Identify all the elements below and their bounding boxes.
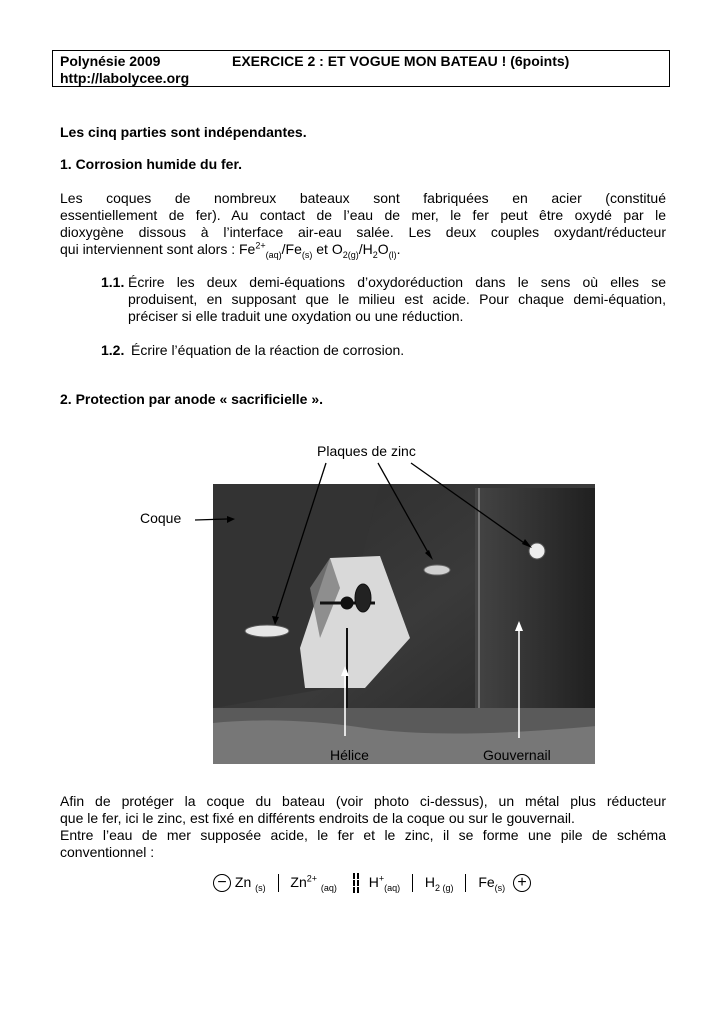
q11-line2: produisent, en supposant que le milieu est acide. Pour chaque demi-équation, [128, 291, 666, 307]
label-hull: Coque [140, 510, 182, 526]
boat-hull-photo [135, 438, 595, 768]
salt-bridge [353, 873, 359, 893]
zinc-plate-2 [424, 565, 450, 575]
label-propeller: Hélice [330, 747, 369, 763]
zinc-plate-3 [529, 543, 545, 559]
section2-p1-line1: Afin de protéger la coque du bateau (voir photo ci-dessus), un métal plus réducteur [60, 793, 666, 809]
label-plates: Plaques de zinc [317, 443, 416, 459]
section2-p2-line2: conventionnel : [60, 844, 155, 860]
single-junction [412, 874, 413, 892]
cell-h: $H^+_{(aq)}$ [368, 873, 401, 893]
q12-number: 1.2. [101, 342, 125, 358]
cell-diagram [213, 873, 531, 899]
single-junction [278, 874, 279, 892]
cell-zn: Zn $_{(s)}$ [234, 873, 266, 893]
intro-text: Les cinq parties sont indépendantes. [60, 124, 307, 140]
section2-title: 2. Protection par anode « sacrificielle ». [60, 391, 323, 407]
q11-line3: préciser si elle traduit une oxydation ou une réduction. [128, 308, 464, 324]
q11-line1: Écrire les deux demi-équations d’oxydoréduction dans le sens où elles se [128, 274, 666, 290]
single-junction [465, 874, 466, 892]
cell-fe: $Fe_{(s)}$ [478, 873, 506, 893]
label-rudder: Gouvernail [483, 747, 551, 763]
section2-p2-line1: Entre l’eau de mer supposée acide, le fer et le zinc, il se forme une pile de schéma [60, 827, 666, 843]
q12-text: Écrire l’équation de la réaction de corrosion. [131, 342, 405, 358]
plus-terminal-icon: + [513, 874, 531, 892]
section1-line2: essentiellement de fer). Au contact de l’eau de mer, le fer peut être oxydé par le [60, 207, 666, 223]
section1-line1: Les coques de nombreux bateaux sont fabriquées en acier (constitué [60, 190, 666, 206]
section1-line4: qui interviennent sont alors : $Fe^{2+}_{(aq)}/Fe_{(s)}$ et $O_{2(g)}/H_2O_{(l)}$. [60, 240, 401, 260]
rudder-shape [475, 488, 595, 718]
header-url: http://labolycee.org [60, 70, 190, 86]
exercise-title: EXERCICE 2 : ET VOGUE MON BATEAU ! (6points) [232, 53, 570, 69]
section1-title: 1. Corrosion humide du fer. [60, 156, 243, 172]
q11-number: 1.1. [101, 274, 125, 290]
section1-line3: dioxygène dissous à l’interface air-eau salée. Les deux couples oxydant/réducteur [60, 224, 666, 240]
cell-h2: $H_{2 (g)}$ [424, 873, 454, 893]
cell-zn2: $Zn^{2+}$ $_{(aq)}$ [290, 873, 337, 893]
section2-p1-line2: que le fer, ici le zinc, est fixé en différents endroits de la coque ou sur le gouvernail. [60, 810, 575, 826]
minus-terminal-icon: − [213, 874, 231, 892]
zinc-plate-1 [245, 625, 289, 637]
header-source: Polynésie 2009 [60, 53, 161, 69]
